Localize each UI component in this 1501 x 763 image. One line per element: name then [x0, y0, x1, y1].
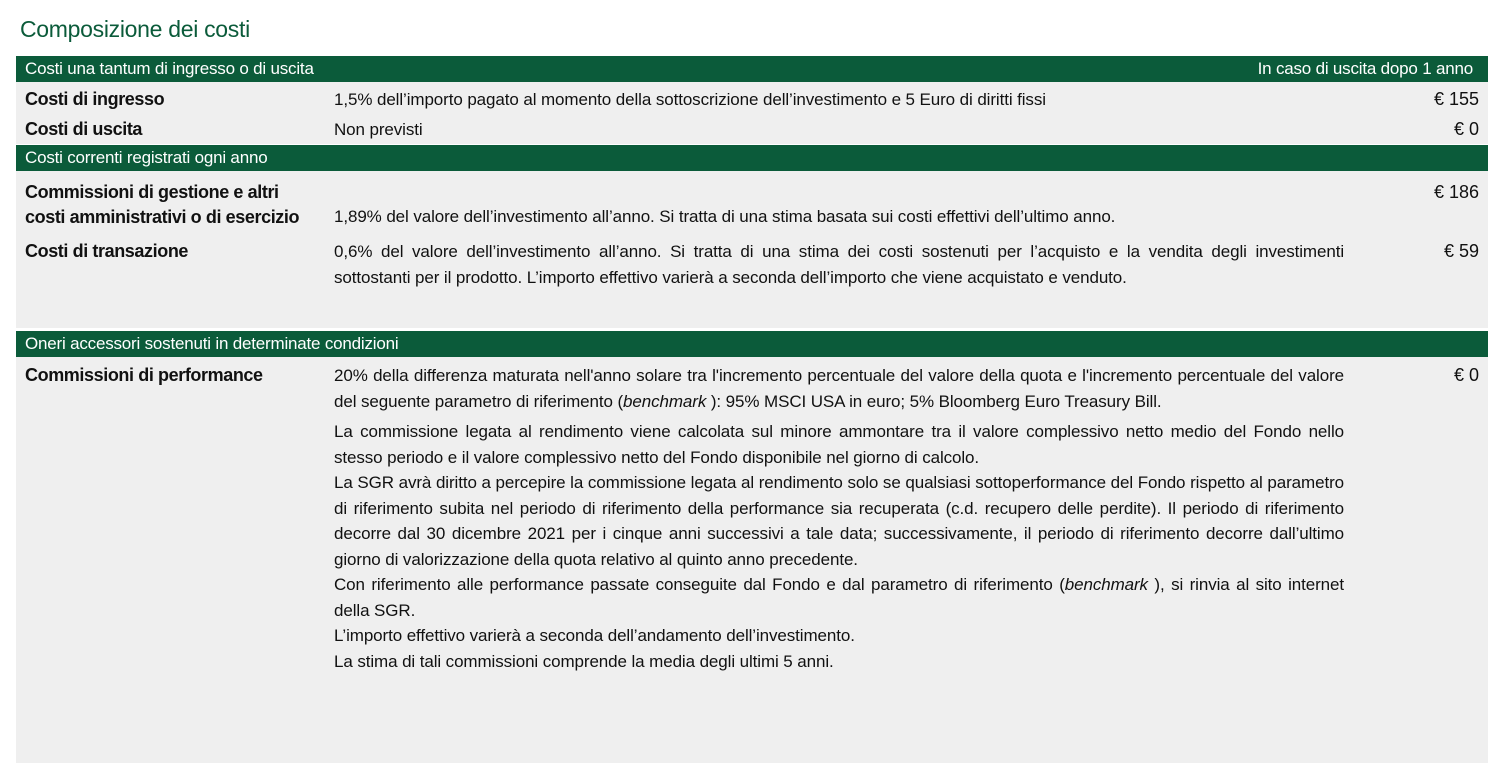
transaction-costs-label: Costi di transazione: [25, 241, 189, 261]
performance-fees-label: Commissioni di performance: [25, 365, 263, 385]
ongoing-costs-header-label: Costi correnti registrati ogni anno: [25, 148, 268, 167]
transaction-costs-amount: € 59: [1443, 241, 1479, 261]
ongoing-costs-header: [16, 145, 1488, 171]
one-off-costs-header: [16, 56, 1488, 82]
performance-fees-paragraph-1: [334, 363, 1344, 414]
exit-costs-amount: € 0: [1453, 119, 1479, 139]
performance-fees-paragraph-4-start: Con riferimento alle performance passate conseguite dal Fondo e dal parametro di riferimento (: [334, 575, 1065, 594]
management-fees-label: [25, 180, 299, 230]
incidental-costs-panel: [16, 357, 1488, 763]
entry-costs-label: Costi di ingresso: [25, 89, 165, 109]
management-fees-label-line2: costi amministrativi o di esercizio: [25, 207, 300, 227]
entry-costs-amount: € 155: [1433, 89, 1479, 109]
performance-fees-paragraph-1-start: 20% della differenza maturata nell'anno solare tra l'incremento percentuale del valore della quota e l'incremento percentuale del valore del seguente parametro di riferimento (: [334, 366, 1344, 411]
one-off-costs-header-label: Costi una tantum di ingresso o di uscita: [25, 59, 314, 78]
performance-fees-amount: € 0: [1453, 365, 1479, 385]
ongoing-costs-panel: [16, 171, 1488, 328]
exit-after-1-year-label: In caso di uscita dopo 1 anno: [1257, 59, 1473, 78]
management-fees-label-line1: Commissioni di gestione e altri: [25, 182, 279, 202]
performance-fees-description: [334, 363, 1344, 674]
incidental-costs-header: [16, 331, 1488, 357]
one-off-costs-panel: [16, 82, 1488, 144]
entry-costs-description: 1,5% dell’importo pagato al momento della sottoscrizione dell’investimento e 5 Euro di diritti fissi: [334, 90, 1046, 109]
performance-fees-paragraph-1-end: ): 95% MSCI USA in euro; 5% Bloomberg Euro Treasury Bill.: [706, 391, 1162, 411]
management-fees-description: 1,89% del valore dell’investimento all’anno. Si tratta di una stima basata sui costi effettivi dell’ultimo anno.: [334, 207, 1116, 226]
exit-costs-label: Costi di uscita: [25, 119, 143, 139]
transaction-costs-description: 0,6% del valore dell’investimento all’anno. Si tratta di una stima dei costi sostenuti per l’acquisto e la vendita degli investimenti sottostanti per il prodotto. L’importo effettivo varierà a seconda dell’importo che viene acquistato e venduto.: [334, 242, 1344, 287]
performance-fees-paragraph-5: L’importo effettivo varierà a seconda dell’andamento dell’investimento.: [334, 626, 855, 645]
exit-costs-description: Non previsti: [334, 120, 423, 139]
performance-fees-paragraph-4: [334, 572, 1344, 623]
section-title: Composizione dei costi: [20, 16, 250, 42]
performance-fees-paragraph-4-end: ), si rinvia al sito internet della SGR.: [334, 575, 1345, 620]
performance-fees-paragraph-2: La commissione legata al rendimento viene calcolata sul minore ammontare tra il valore complessivo netto medio del Fondo nello stesso periodo e il valore complessivo netto del Fondo disponibile nel giorno di calcolo.: [334, 422, 1344, 467]
performance-fees-paragraph-6: La stima di tali commissioni comprende la media degli ultimi 5 anni.: [334, 651, 834, 671]
benchmark-term: benchmark: [623, 391, 707, 411]
performance-fees-paragraph-3: La SGR avrà diritto a percepire la commissione legata al rendimento solo se qualsiasi sottoperformance del Fondo rispetto al parametro di riferimento subita nel periodo di riferimento della performance sia recuperata (c.d. recupero delle perdite). Il periodo di riferimento decorre dal 30 dicembre 2021 per i cinque anni successivi a tale data; successivamente, il periodo di riferimento decorre dall’ultimo giorno di valorizzazione della quota relativo al quinto anno precedente.: [334, 473, 1344, 569]
management-fees-amount: € 186: [1433, 182, 1479, 202]
benchmark-term: benchmark: [1064, 575, 1148, 594]
incidental-costs-header-label: Oneri accessori sostenuti in determinate condizioni: [25, 334, 399, 353]
